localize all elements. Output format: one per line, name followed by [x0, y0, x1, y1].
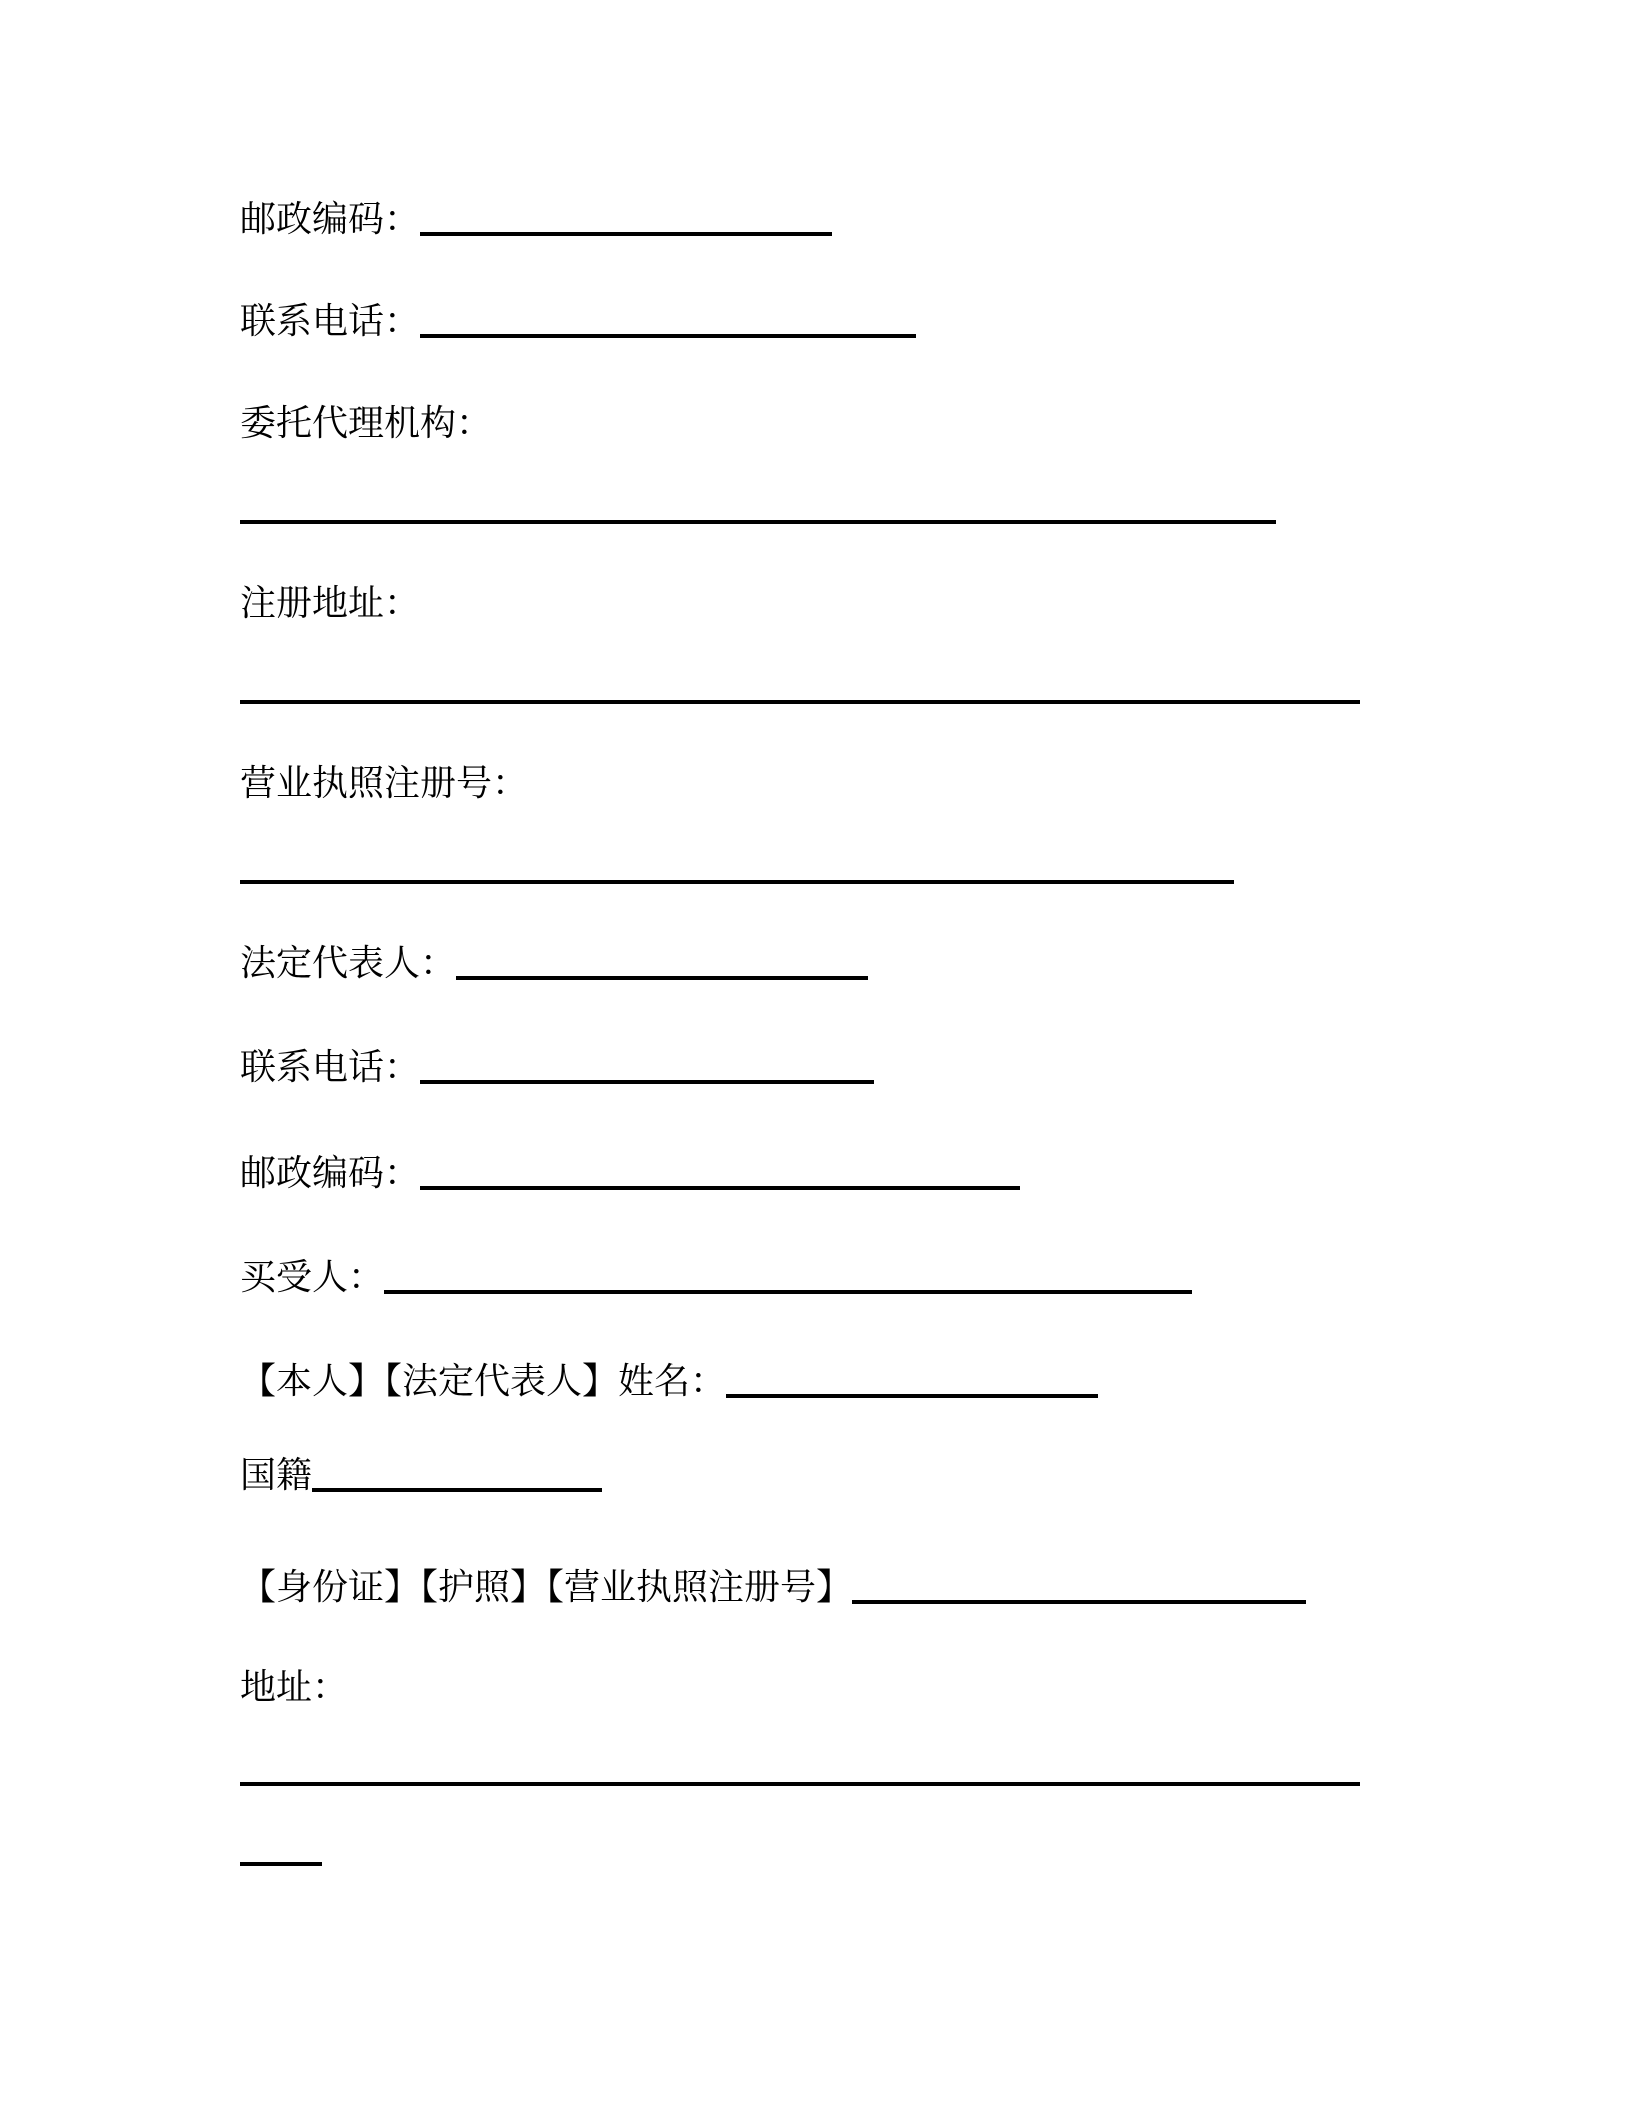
- id-doc-label: 【身份证】【护照】【营业执照注册号】: [240, 1567, 853, 1608]
- identity-name-row: [240, 1358, 1098, 1406]
- identity-name-label: 【本人】【法定代表人】姓名：: [240, 1361, 727, 1402]
- phone-blank[interactable]: [420, 334, 916, 338]
- phone-blank[interactable]: [420, 1080, 874, 1084]
- id-doc-blank[interactable]: [852, 1600, 1306, 1604]
- postal-code-row-1: [240, 196, 832, 244]
- agency-blank[interactable]: [240, 520, 1276, 524]
- postal-code-label: 邮政编码：: [240, 1153, 421, 1194]
- address-blank[interactable]: [240, 1782, 1360, 1786]
- postal-code-label: 邮政编码：: [240, 199, 421, 240]
- address-label: 地址：: [240, 1667, 349, 1708]
- address-blank-continued[interactable]: [240, 1862, 322, 1866]
- reg-address-row: [240, 580, 420, 628]
- agency-label: 委托代理机构：: [240, 403, 493, 444]
- agency-row: [240, 400, 492, 448]
- reg-address-blank[interactable]: [240, 700, 1360, 704]
- legal-rep-label: 法定代表人：: [240, 943, 457, 984]
- license-label: 营业执照注册号：: [240, 763, 529, 804]
- phone-row-2: [240, 1044, 874, 1092]
- identity-name-blank[interactable]: [726, 1394, 1098, 1398]
- postal-code-row-2: [240, 1150, 1020, 1198]
- reg-address-label: 注册地址：: [240, 583, 421, 624]
- legal-rep-blank[interactable]: [456, 976, 868, 980]
- postal-code-blank[interactable]: [420, 232, 832, 236]
- address-row: [240, 1664, 348, 1712]
- buyer-blank[interactable]: [384, 1290, 1192, 1294]
- buyer-row: [240, 1254, 1192, 1302]
- nationality-blank[interactable]: [312, 1488, 602, 1492]
- buyer-label: 买受人：: [240, 1257, 385, 1298]
- legal-rep-row: [240, 940, 868, 988]
- id-doc-row: [240, 1564, 1306, 1612]
- nationality-row: [240, 1452, 602, 1500]
- license-row: [240, 760, 528, 808]
- phone-label: 联系电话：: [240, 301, 421, 342]
- license-blank[interactable]: [240, 880, 1234, 884]
- postal-code-blank[interactable]: [420, 1186, 1020, 1190]
- phone-row-1: [240, 298, 916, 346]
- phone-label: 联系电话：: [240, 1047, 421, 1088]
- nationality-label: 国籍: [240, 1455, 313, 1496]
